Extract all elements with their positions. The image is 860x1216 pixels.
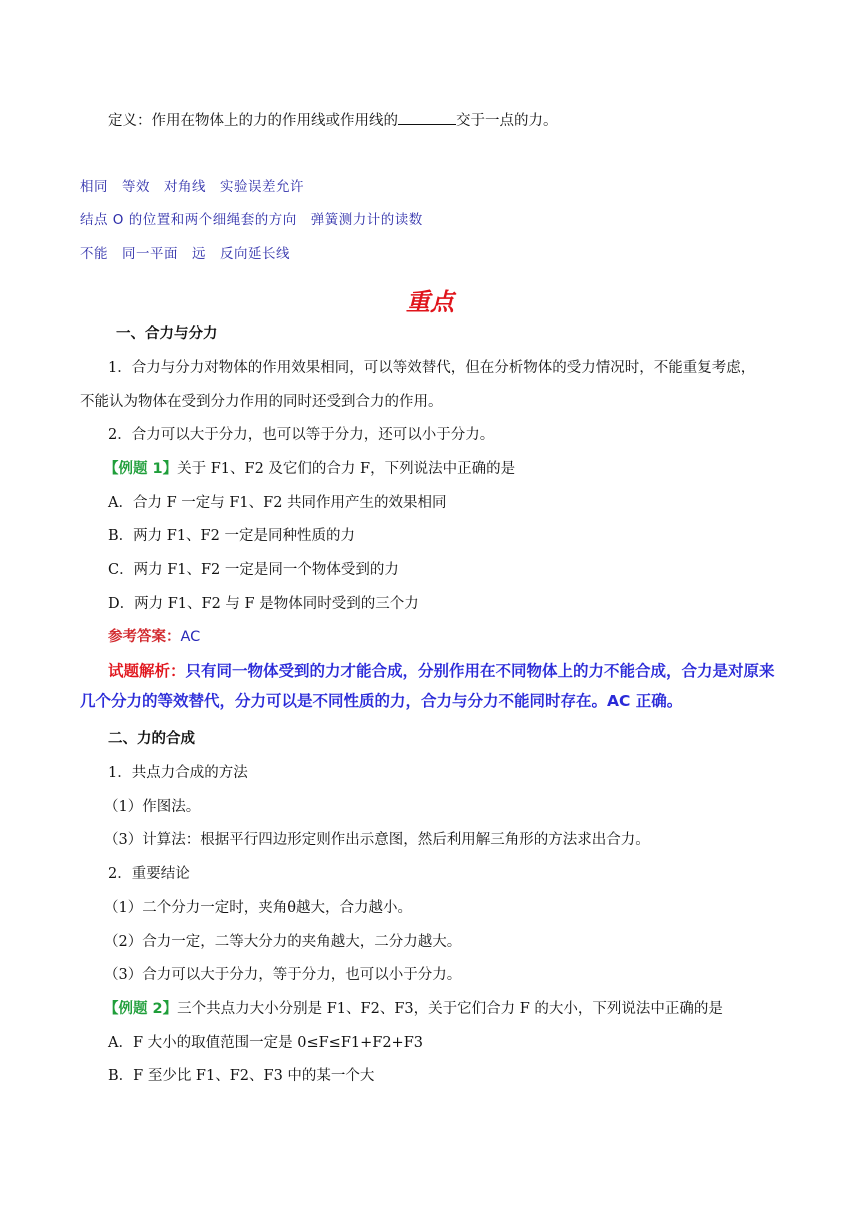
example1-option-b: B．两力 F1、F2 一定是同种性质的力 [108,528,355,544]
answer-label: 参考答案： [108,629,181,645]
definition-line [108,110,558,131]
example2-option-b: B．F 至少比 F1、F2、F3 中的某一个大 [108,1068,375,1084]
part1-heading: 一、合力与分力 [116,326,218,342]
analysis-label: 试题解析： [108,662,186,680]
part1-paragraph1-line2: 不能认为物体在受到分力作用的同时还受到合力的作用。 [80,394,443,410]
example2-option-a: A．F 大小的取值范围一定是 0≤F≤F1+F2+F3 [108,1035,423,1051]
definition-text-before: 定义：作用在物体上的力的作用线或作用线的 [108,113,398,129]
example1-option-c: C．两力 F1、F2 一定是同一个物体受到的力 [108,562,399,578]
part2-heading: 二、力的合成 [108,731,195,747]
example1-option-a: A．合力 F 一定与 F1、F2 共同作用产生的效果相同 [108,495,447,511]
part1-paragraph1-line1: 1．合力与分力对物体的作用效果相同，可以等效替代，但在分析物体的受力情况时，不能重复考虑， [108,360,756,376]
example2-question: 三个共点力大小分别是 F1、F2、F3，关于它们合力 F 的大小，下列说法中正确的是 [177,1001,723,1017]
analysis-text: 只有同一物体受到的力才能合成，分别作用在不同物体上的力不能合成，合力是对原来几个分力的等效替代，分力可以是不同性质的力，合力与分力不能同时存在。AC 正确。 [80,662,775,710]
part2-line-4: 2．重要结论 [108,866,190,882]
example2-question-line [104,999,723,1019]
answer-line-1: 相同 等效 对角线 实验误差允许 [80,179,304,195]
part1-paragraph2: 2．合力可以大于分力，也可以等于分力，还可以小于分力。 [108,427,495,443]
part2-line-2: （1）作图法。 [104,799,201,815]
part2-line-6: （2）合力一定，二等大分力的夹角越大，二分力越大。 [104,934,462,950]
part2-line-1: 1．共点力合成的方法 [108,765,248,781]
example1-analysis [80,656,784,716]
part2-line-3: （3）计算法：根据平行四边形定则作出示意图，然后利用解三角形的方法求出合力。 [104,832,650,848]
example1-answer [108,627,200,647]
section-title: 重点 [406,287,454,316]
example1-question: 关于 F1、F2 及它们的合力 F，下列说法中正确的是 [177,461,516,477]
part2-line-7: （3）合力可以大于分力，等于分力，也可以小于分力。 [104,967,462,983]
answer-line-2: 结点 O 的位置和两个细绳套的方向 弹簧测力计的读数 [80,212,423,228]
example1-question-line [104,459,515,479]
example1-option-d: D．两力 F1、F2 与 F 是物体同时受到的三个力 [108,596,419,612]
example2-tag: 【例题 2】 [104,1001,178,1017]
answer-line-3: 不能 同一平面 远 反向延长线 [80,246,290,262]
example1-tag: 【例题 1】 [104,461,178,477]
answer-value: AC [180,629,201,645]
definition-text-after: 交于一点的力。 [456,113,558,129]
part2-line-5: （1）二个分力一定时，夹角θ越大，合力越小。 [104,900,412,916]
fill-in-blank [398,110,456,125]
